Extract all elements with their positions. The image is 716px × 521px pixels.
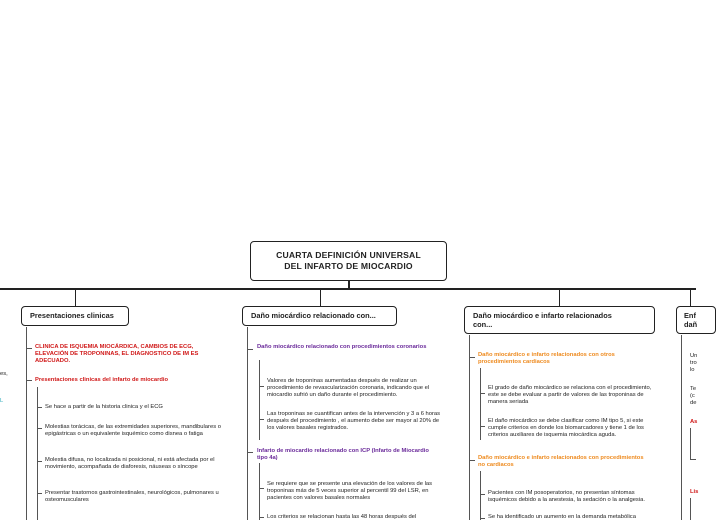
branch3-sub2: Daño miocárdico e infarto relacionados con procedimientos no cardiacos (478, 455, 644, 468)
branch4-sub-guide-2 (690, 498, 691, 520)
branch2-sub1-tick (247, 349, 253, 350)
branch4-sub-guide (690, 428, 691, 460)
branch4-guide (681, 335, 682, 520)
branch3-sub1-guide (480, 368, 481, 440)
branch3-sub2-item-2: Se ha identificado un aumento en la demanda metabólica (488, 514, 636, 520)
branch4-fragment-1: Un (690, 353, 698, 359)
branch4-fragment-5: (c (690, 393, 695, 399)
branch-dano-infarto[interactable] (464, 306, 655, 334)
branch3-sub2-tick (469, 460, 475, 461)
branch1-item3-tick (37, 461, 42, 462)
branch2-sub1-guide (259, 360, 260, 440)
branch3-sub1-item1-tick (480, 393, 485, 394)
branch-connector-2 (320, 289, 321, 307)
branch2-sub1-item-1: Valores de troponinas aumentadas después de realizar un procedimiento de revascularización coronaria, indicando que el miocardio sufrió un daño durante el procedimiento. (267, 378, 430, 398)
branch1-item-2: Molestias torácicas, de las extremidades superiores, mandibulares o epigástricas o un equivalente isquémico como disnea o fatiga (45, 424, 221, 437)
left-fragment-1: es, (0, 371, 8, 377)
branch2-sub1-item-2: Las troponinas se cuantifican antes de la intervención y 3 a 6 horas después del procedimiento , el aumento debe ser mayor al 20% de los valores basales registrados. (267, 411, 441, 431)
branch-dano-infarto-title-line1: Daño miocárdico e infarto relacionados (473, 310, 612, 320)
branch-partial-right-title-line1: Enf (684, 310, 696, 320)
branch3-sub1-item2-tick (480, 426, 485, 427)
branch-dano-coronario[interactable] (242, 306, 397, 326)
root-title-line1: CUARTA DEFINICIÓN UNIVERSAL (276, 250, 421, 260)
branch2-sub2-item2-tick (259, 517, 264, 518)
branch2-sub1-item2-tick (259, 419, 264, 420)
branch-presentaciones[interactable] (21, 306, 129, 326)
branch1-guide (26, 327, 27, 520)
branch3-guide (469, 335, 470, 520)
branch-presentaciones-title: Presentaciones clinicas (30, 311, 114, 321)
branch4-fragment-2: tro (690, 360, 697, 366)
branch2-sub2: Infarto de miocardio relacionado con ICP (Infarto de Miocardio tipo 4a) (257, 448, 429, 461)
branch3-sub1: Daño miocárdico e infarto relacionados con otros procedimientos cardiacos (478, 352, 615, 365)
branch3-sub2-item-1: Pacientes con IM posoperatorios, no presentan síntomas isquémicos debido a la anestesia, la sedación o la analgesia. (488, 490, 645, 503)
root-topic[interactable] (250, 241, 447, 281)
branch2-sub2-item1-tick (259, 488, 264, 489)
branch4-sub-tick (690, 459, 696, 460)
branch3-sub2-item2-tick (480, 518, 485, 519)
branch-connector-3 (559, 289, 560, 307)
left-fragment-2: L (0, 398, 4, 404)
branch-partial-right-title-line2: dañ (684, 320, 698, 329)
branch3-sub2-guide (480, 471, 481, 520)
branch1-heading-red: CLINICA DE ISQUEMIA MIOCÁRDICA, CAMBIOS DE ECG, ELEVACIÓN DE TROPONINAS, EL DIAGNOSTICO DE IM ES ADECUADO. (35, 344, 199, 364)
branch-partial-right[interactable] (676, 306, 716, 334)
root-title-line2: DEL INFARTO DE MIOCARDIO (284, 261, 413, 271)
branch4-fragment-7: As (690, 419, 698, 425)
branch1-item1-tick (37, 407, 42, 408)
branch-dano-coronario-title: Daño miocárdico relacionado con... (251, 311, 376, 321)
branch4-fragment-6: de (690, 400, 697, 406)
branch4-fragment-8: Lis (690, 489, 699, 495)
branch1-item-3: Molestia difusa, no localizada ni posicional, ni está afectada por el movimiento, acompañada de diaforesis, náuseas o síncope (45, 457, 215, 470)
branch4-fragment-3: lo (690, 367, 695, 373)
branch1-heading-sub: Presentaciones clinicas del infarto de miocardio (35, 377, 169, 383)
branch2-sub2-item-1: Se requiere que se presente una elevación de los valores de las troponinas más de 5 veces superior al percentil 99 del LSR, en pacientes con valores basales normales (267, 481, 432, 501)
branch1-item-4: Presentar trastornos gastrointestinales, neurológicos, pulmonares u osteomusculares (45, 490, 219, 503)
branch2-guide (247, 327, 248, 520)
branch2-sub1-item1-tick (259, 386, 264, 387)
branch3-sub1-item-1: El grado de daño miocárdico se relaciona con el procedimiento, este se debe evaluar a partir de valores de las troponinas de manera seriada (488, 385, 652, 405)
branch-dano-infarto-title-line2: con... (473, 320, 493, 329)
branch2-sub2-tick (247, 452, 253, 453)
branch2-sub1: Daño miocárdico relacionado con procedimientos coronarios (257, 344, 427, 350)
main-horizontal-connector (0, 288, 696, 290)
branch1-item4-tick (37, 493, 42, 494)
branch3-sub1-tick (469, 357, 475, 358)
branch2-sub2-item-2: Los criterios se relacionan hasta las 48 horas después del (267, 514, 417, 520)
branch1-item-1: Se hace a partir de la historia clinica y el ECG (45, 404, 163, 410)
branch-connector-1 (75, 289, 76, 307)
branch3-sub2-item1-tick (480, 494, 485, 495)
branch1-tick-2 (26, 380, 32, 381)
branch4-fragment-4: Te (690, 386, 697, 392)
branch1-item2-tick (37, 428, 42, 429)
branch2-sub2-guide (259, 463, 260, 520)
branch-connector-4 (690, 289, 691, 307)
branch3-sub1-item-2: El daño miocárdico se debe clasificar como IM tipo 5, si este cumple criterios en donde los biomarcadores y tiene 1 de los criterios auxiliares de isquemia miocárdica aguda. (488, 418, 644, 438)
branch1-tick-1 (26, 348, 32, 349)
root-connector (348, 280, 350, 288)
